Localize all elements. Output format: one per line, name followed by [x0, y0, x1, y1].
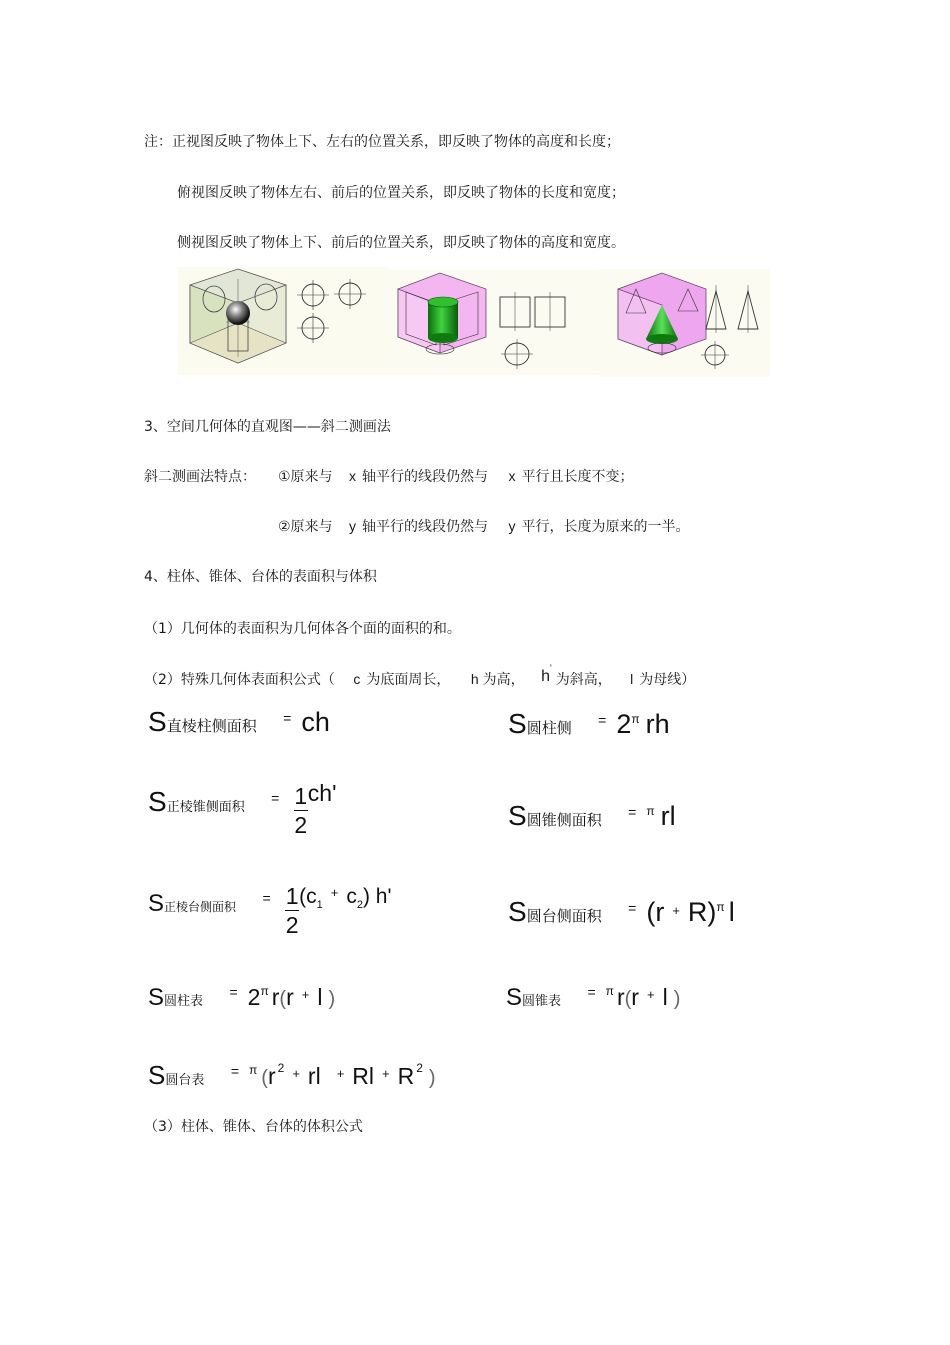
equals-sign: = [587, 984, 596, 1000]
section4-title: 4、柱体、锥体、台体的表面积与体积 [144, 569, 377, 585]
formula-subscript: 圆台侧面积 [526, 907, 602, 925]
formula-r: r [271, 984, 280, 1010]
formula-coefficient: 2 [616, 709, 632, 739]
formula-subscript: 圆柱表 [164, 994, 204, 1009]
pi-symbol: π [260, 984, 269, 998]
fraction-numerator: 1 [294, 783, 308, 809]
intro-text-f: 为母线） [639, 672, 696, 688]
rule2-text-b: 轴平行的线段仍然与 [362, 519, 489, 535]
formula-frustum-lateral [508, 896, 735, 928]
note-line-front-view: 注：正视图反映了物体上下、左右的位置关系，即反映了物体的高度和长度； [144, 134, 620, 150]
formula-S: S [148, 1060, 166, 1090]
formula-S: S [148, 785, 167, 817]
plus-sign: + [672, 903, 680, 918]
formula-open-c: (c [299, 884, 317, 908]
formula-c2: c [346, 884, 357, 908]
intro-text-d: 为高， [482, 672, 525, 688]
fraction-one-half [285, 884, 299, 937]
open-paren: ( [261, 1067, 268, 1089]
formula-frustum-surface [148, 1060, 436, 1091]
formula-r: r [616, 984, 625, 1010]
rule1-x-symbol-2: x [508, 468, 516, 484]
subscript-2: 2 [356, 898, 363, 911]
formula-S: S [148, 889, 165, 917]
intro-prime-mark: ' [549, 663, 552, 673]
intro-h-prime-letter: h [541, 668, 550, 685]
intro-l-symbol: l [630, 671, 634, 687]
formula-S: S [148, 706, 167, 737]
oblique-rule-1 [278, 466, 633, 486]
formula-subscript: 直棱柱侧面积 [166, 717, 257, 735]
formula-Rl: Rl [352, 1063, 375, 1089]
pi-symbol: π [631, 712, 640, 726]
section3-title: 3、空间几何体的直观图——斜二测画法 [144, 419, 391, 435]
fraction-one-half [294, 784, 308, 837]
intro-h-prime-symbol [541, 663, 552, 685]
surface-area-formula-intro [144, 663, 696, 689]
equals-sign: = [283, 710, 292, 726]
close-paren: ) [428, 1067, 436, 1089]
intro-c-symbol: c [353, 671, 361, 687]
plus-sign: + [301, 987, 310, 1002]
intro-h-symbol: h [470, 671, 479, 687]
formula-rhs: rl [660, 801, 676, 831]
formula-cylinder-surface [148, 984, 335, 1012]
formula-r: r [267, 1063, 276, 1089]
intro-text-a: （2）特殊几何体表面积公式（ [144, 672, 335, 688]
formula-subscript: 正棱锥侧面积 [166, 799, 245, 815]
rule2-y-symbol-2: y [508, 518, 516, 534]
formula-cone-lateral [508, 800, 676, 832]
volume-formula-heading: （3）柱体、锥体、台体的体积公式 [144, 1119, 363, 1135]
formula-S: S [508, 800, 527, 831]
rule1-text-b: 轴平行的线段仍然与 [362, 469, 489, 485]
plus-sign: + [330, 884, 339, 900]
plus-sign: + [646, 987, 655, 1002]
note-line-top-view: 俯视图反映了物体左右、前后的位置关系，即反映了物体的长度和宽度； [177, 185, 625, 201]
rule1-text-c: 平行且长度不变； [521, 469, 634, 485]
equals-sign: = [262, 889, 271, 906]
formula-open-r: (r [646, 897, 665, 927]
equals-sign: = [598, 712, 607, 728]
equals-sign: = [271, 789, 280, 806]
formula-regular-frustum-lateral [148, 884, 392, 937]
pi-symbol: π [716, 900, 725, 914]
three-views-figure-strip [178, 267, 770, 383]
pi-symbol: π [646, 804, 655, 818]
formula-rhs: ch' [307, 779, 337, 806]
formula-subscript: 圆柱侧 [526, 719, 572, 737]
formula-regular-pyramid-lateral [148, 779, 337, 838]
exponent-2: 2 [277, 1061, 285, 1075]
formula-cylinder-lateral [508, 708, 670, 740]
formula-subscript: 正棱台侧面积 [164, 899, 237, 914]
formula-right-prism-lateral [148, 706, 330, 738]
formula-S: S [508, 896, 527, 927]
formula-rhs: rh [645, 709, 670, 739]
rule2-text-c: 平行，长度为原来的一半。 [521, 519, 690, 535]
equals-sign: = [628, 900, 637, 916]
equals-sign: = [230, 1063, 239, 1079]
equals-sign: = [628, 804, 637, 820]
close-paren: ) [328, 988, 336, 1010]
open-paren: ( [279, 988, 287, 1010]
close-paren: ) [673, 988, 681, 1010]
pi-symbol: π [249, 1063, 258, 1077]
formula-subscript: 圆台表 [165, 1073, 205, 1088]
note-line-side-view: 侧视图反映了物体上下、前后的位置关系，即反映了物体的高度和宽度。 [177, 235, 625, 251]
intro-text-e: 为斜高， [555, 672, 612, 688]
formula-l: l [728, 897, 735, 927]
formula-S: S [148, 984, 165, 1011]
plus-sign: + [382, 1066, 390, 1081]
formula-S: S [506, 984, 523, 1011]
formula-l: l [317, 984, 323, 1010]
plus-sign: + [336, 1066, 345, 1081]
formula-cone-surface [506, 984, 680, 1012]
formula-l: l [662, 984, 668, 1010]
rule2-text-a: ②原来与 [278, 519, 333, 535]
fraction-denominator: 2 [294, 812, 308, 838]
rule2-y-symbol: y [349, 518, 357, 534]
rule1-text-a: ①原来与 [278, 469, 333, 485]
formula-coefficient: 2 [247, 984, 261, 1010]
formula-S: S [508, 708, 527, 739]
open-paren: ( [624, 988, 632, 1010]
formula-r-inner: r [286, 984, 294, 1010]
three-views-illustration [178, 267, 770, 379]
formula-subscript: 圆锥表 [522, 994, 562, 1009]
formula-R: R [397, 1063, 415, 1089]
fraction-denominator: 2 [285, 912, 299, 938]
formula-rl: rl [307, 1063, 321, 1089]
intro-text-b: 为底面周长， [366, 672, 451, 688]
oblique-rule-2 [278, 516, 689, 536]
formula-R: R) [687, 897, 717, 927]
formula-close: ) h' [362, 884, 392, 908]
oblique-rule-label: 斜二测画法特点： [144, 469, 256, 485]
formula-rhs: ch [301, 707, 330, 737]
pi-symbol: π [605, 984, 614, 998]
formula-r-inner: r [631, 984, 639, 1010]
fraction-numerator: 1 [285, 883, 299, 909]
plus-sign: + [292, 1066, 300, 1081]
exponent-2: 2 [416, 1061, 423, 1075]
subscript-1: 1 [316, 898, 323, 911]
equals-sign: = [229, 984, 238, 1000]
rule1-x-symbol: x [349, 468, 357, 484]
formula-subscript: 圆锥侧面积 [526, 811, 602, 829]
surface-area-definition: （1）几何体的表面积为几何体各个面的面积的和。 [144, 621, 461, 637]
